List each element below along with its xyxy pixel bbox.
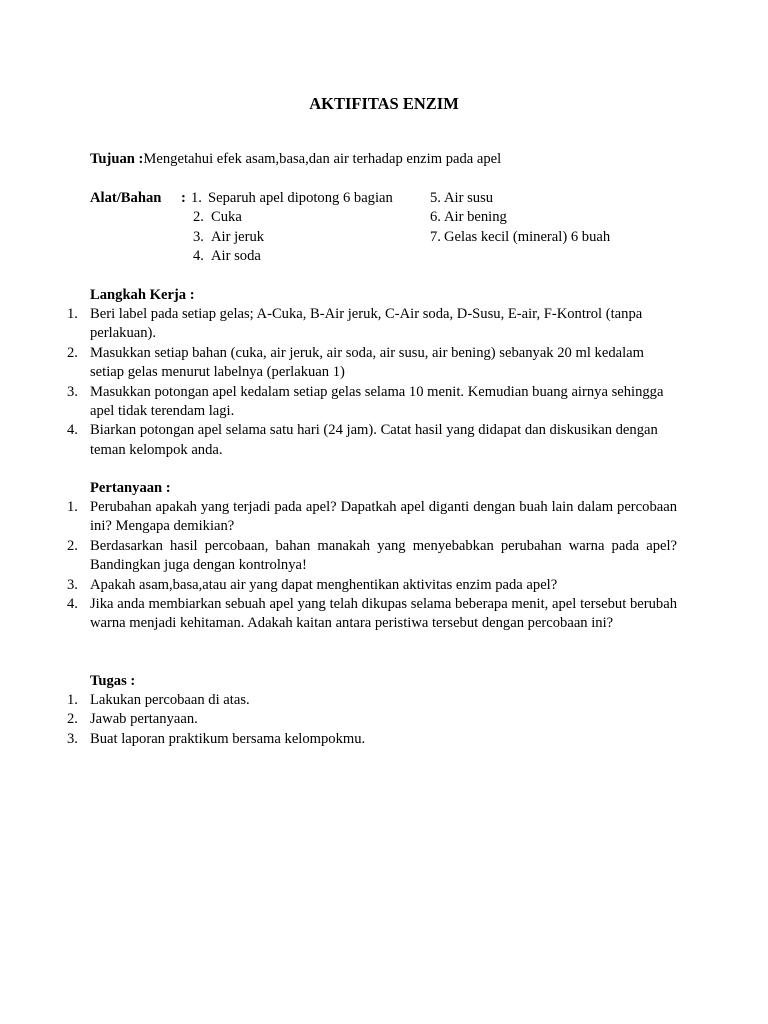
alat-item-text: Air jeruk	[211, 229, 265, 245]
list-item-number: 2.	[67, 537, 78, 554]
alat-item-number: 7.	[430, 229, 441, 245]
list-item-number: 4.	[67, 596, 78, 613]
list-item-text: Beri label pada setiap gelas; A-Cuka, B-Air jeruk, C-Air soda, D-Susu, E-air, F-Kontrol (tanpa perlakuan).	[90, 306, 643, 342]
list-item	[0, 498, 677, 537]
list-item-number: 1.	[67, 692, 78, 708]
list-item-text: Perubahan apakah yang terjadi pada apel? Dapatkah apel diganti dengan buah lain dalam percobaan ini? Mengapa demikian?	[90, 499, 677, 535]
list-item-text: Apakah asam,basa,atau air yang dapat menghentikan aktivitas enzim pada apel?	[90, 576, 558, 593]
alat-item-number: 4.	[193, 248, 204, 264]
list-item	[0, 691, 677, 710]
document-title: AKTIFITAS ENZIM	[309, 94, 459, 113]
list-item-text: Buat laporan praktikum bersama kelompokmu.	[90, 730, 366, 747]
list-item	[0, 383, 677, 422]
list-item	[0, 537, 677, 576]
alat-item-number: 3.	[193, 229, 204, 245]
list-item	[0, 710, 677, 729]
alat-item	[193, 228, 264, 247]
alat-item-text: Cuka	[211, 209, 242, 225]
alat-item	[191, 189, 393, 208]
alat-item-number: 5.	[430, 190, 441, 206]
list-item	[0, 576, 677, 595]
alat-item	[193, 247, 261, 266]
alat-item-text: Air bening	[444, 209, 507, 225]
alat-item	[430, 208, 507, 227]
tujuan-line	[90, 150, 501, 169]
list-item-text: Lakukan percobaan di atas.	[90, 692, 250, 708]
list-item-number: 2.	[67, 344, 78, 361]
alat-item-text: Air soda	[211, 248, 261, 264]
alat-item-number: 6.	[430, 209, 441, 225]
list-item-number: 4.	[67, 422, 78, 439]
langkah-kerja-heading: Langkah Kerja :	[90, 287, 195, 303]
list-item-number: 3.	[67, 383, 78, 400]
alat-item-text: Separuh apel dipotong 6 bagian	[208, 190, 393, 206]
list-item-text: Jawab pertanyaan.	[90, 711, 198, 728]
list-item-text: Masukkan setiap bahan (cuka, air jeruk, air soda, air susu, air bening) sebanyak 20 ml kedalam setiap gelas menurut labelnya (perlakuan 1)	[90, 344, 644, 381]
list-item-number: 3.	[67, 730, 78, 747]
list-item-text: Berdasarkan hasil percobaan, bahan manakah yang menyebabkan perubahan warna pada apel? Bandingkan juga dengan kontrolnya!	[90, 537, 677, 574]
tujuan-text: Mengetahui efek asam,basa,dan air terhadap enzim pada apel	[143, 151, 502, 167]
list-item-number: 1.	[67, 499, 78, 515]
list-item	[0, 730, 677, 749]
list-item-text: Masukkan potongan apel kedalam setiap gelas selama 10 menit. Kemudian buang airnya sehingga apel tidak terendam lagi.	[90, 383, 664, 420]
list-item-text: Biarkan potongan apel selama satu hari (24 jam). Catat hasil yang didapat dan diskusikan dengan teman kelompok anda.	[90, 422, 658, 458]
alat-bahan-colon: :	[181, 190, 186, 206]
list-item-number: 2.	[67, 711, 78, 728]
list-item	[0, 344, 677, 383]
list-item-text: Jika anda membiarkan sebuah apel yang telah dikupas selama beberapa menit, apel tersebut berubah warna menjadi kehitaman. Adakah kaitan antara peristiwa tersebut dengan percobaan ini?	[90, 596, 677, 632]
alat-item-number: 1.	[191, 190, 202, 206]
alat-item-number: 2.	[193, 209, 204, 225]
list-item	[0, 305, 677, 344]
alat-item	[430, 189, 493, 208]
list-item	[0, 421, 677, 460]
list-item-number: 3.	[67, 576, 78, 593]
pertanyaan-heading: Pertanyaan :	[90, 480, 171, 496]
list-item	[0, 595, 677, 634]
alat-item	[193, 208, 242, 227]
pertanyaan-list	[0, 498, 768, 634]
tugas-list	[0, 691, 768, 749]
alat-item	[430, 228, 610, 247]
alat-item-text: Gelas kecil (mineral) 6 buah	[444, 229, 611, 245]
list-item-number: 1.	[67, 306, 78, 322]
langkah-kerja-list	[0, 305, 768, 460]
alat-bahan-label: Alat/Bahan	[90, 190, 162, 206]
alat-item-text: Air susu	[444, 190, 494, 206]
tujuan-label: Tujuan :	[90, 151, 144, 167]
tugas-heading: Tugas :	[90, 673, 136, 689]
